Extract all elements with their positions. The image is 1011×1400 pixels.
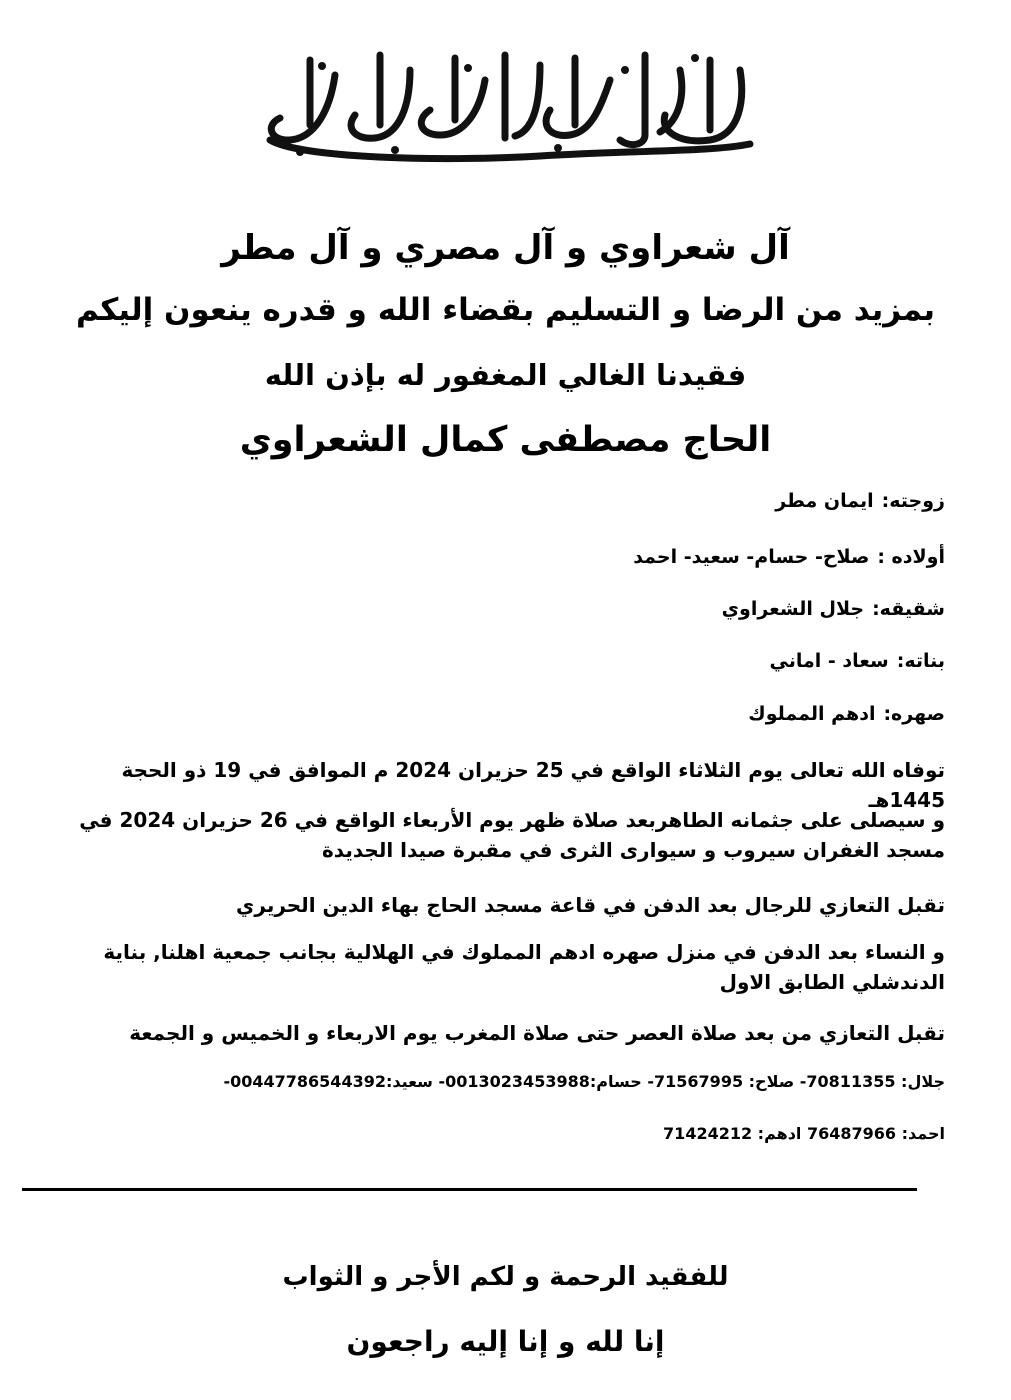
deceased-name: الحاج مصطفى كمال الشعراوي <box>239 420 772 460</box>
condolence-times-paragraph: تقبل التعازي من بعد صلاة العصر حتى صلاة المغرب يوم الاربعاء و الخميس و الجمعة <box>129 1021 945 1045</box>
funeral-paragraph: و سيصلى على جثمانه الطاهربعد صلاة ظهر يوم الأربعاء الواقع في 26 حزيران 2024 في مسجد الغفران سيروب و سيوارى الثرى في مقبرة صيدا الجديدة <box>79 808 945 862</box>
relative-value: جلال الشعراوي <box>721 598 865 620</box>
relative-label: صهره: <box>883 703 945 725</box>
phone-numbers-line-1: جلال: 70811355- صلاح: 71567995- حسام:0013023453988- سعيد:00447786544392- <box>223 1072 945 1091</box>
deceased-intro-line: فقيدنا الغالي المغفور له بإذن الله <box>264 358 747 392</box>
relative-value: ادهم المملوك <box>748 703 876 725</box>
horizontal-divider <box>22 1188 917 1191</box>
relative-label: بناته: <box>896 650 945 672</box>
relative-brother <box>60 598 945 620</box>
relative-son-in-law <box>60 703 945 725</box>
relative-value: ايمان مطر <box>775 490 874 512</box>
relative-value: صلاح- حسام- سعيد- احمد <box>633 546 870 568</box>
announcement-line: بمزيد من الرضا و التسليم بقضاء الله و قدره ينعون إليكم <box>75 292 936 328</box>
calligraphy-art <box>240 40 770 170</box>
relative-label: أولاده : <box>877 546 945 568</box>
men-condolences-paragraph: تقبل التعازي للرجال بعد الدفن في قاعة مسجد الحاج بهاء الدين الحريري <box>236 893 945 917</box>
closing-verse: إنا لله و إنا إليه راجعون <box>346 1325 665 1358</box>
relative-label: زوجته: <box>881 490 945 512</box>
families-line: آل شعراوي و آل مصري و آل مطر <box>221 228 790 268</box>
women-condolences-paragraph: و النساء بعد الدفن في منزل صهره ادهم المملوك في الهلالية بجانب جمعية اهلنا, بناية الدندشلي الطابق الاول <box>103 940 945 994</box>
death-date-paragraph: توفاه الله تعالى يوم الثلاثاء الواقع في 25 حزيران 2024 م الموافق في 19 ذو الحجة 1445هـ <box>121 758 945 812</box>
relative-wife <box>60 490 945 512</box>
relative-sons <box>60 546 945 568</box>
calligraphy-header-logo <box>240 40 770 170</box>
phone-numbers-line-2: احمد: 76487966 ادهم: 71424212 <box>663 1124 945 1143</box>
closing-prayer: للفقيد الرحمة و لكم الأجر و الثواب <box>282 1262 729 1292</box>
relative-daughters <box>60 650 945 672</box>
relative-label: شقيقه: <box>872 598 945 620</box>
relative-value: سعاد - اماني <box>769 650 889 672</box>
